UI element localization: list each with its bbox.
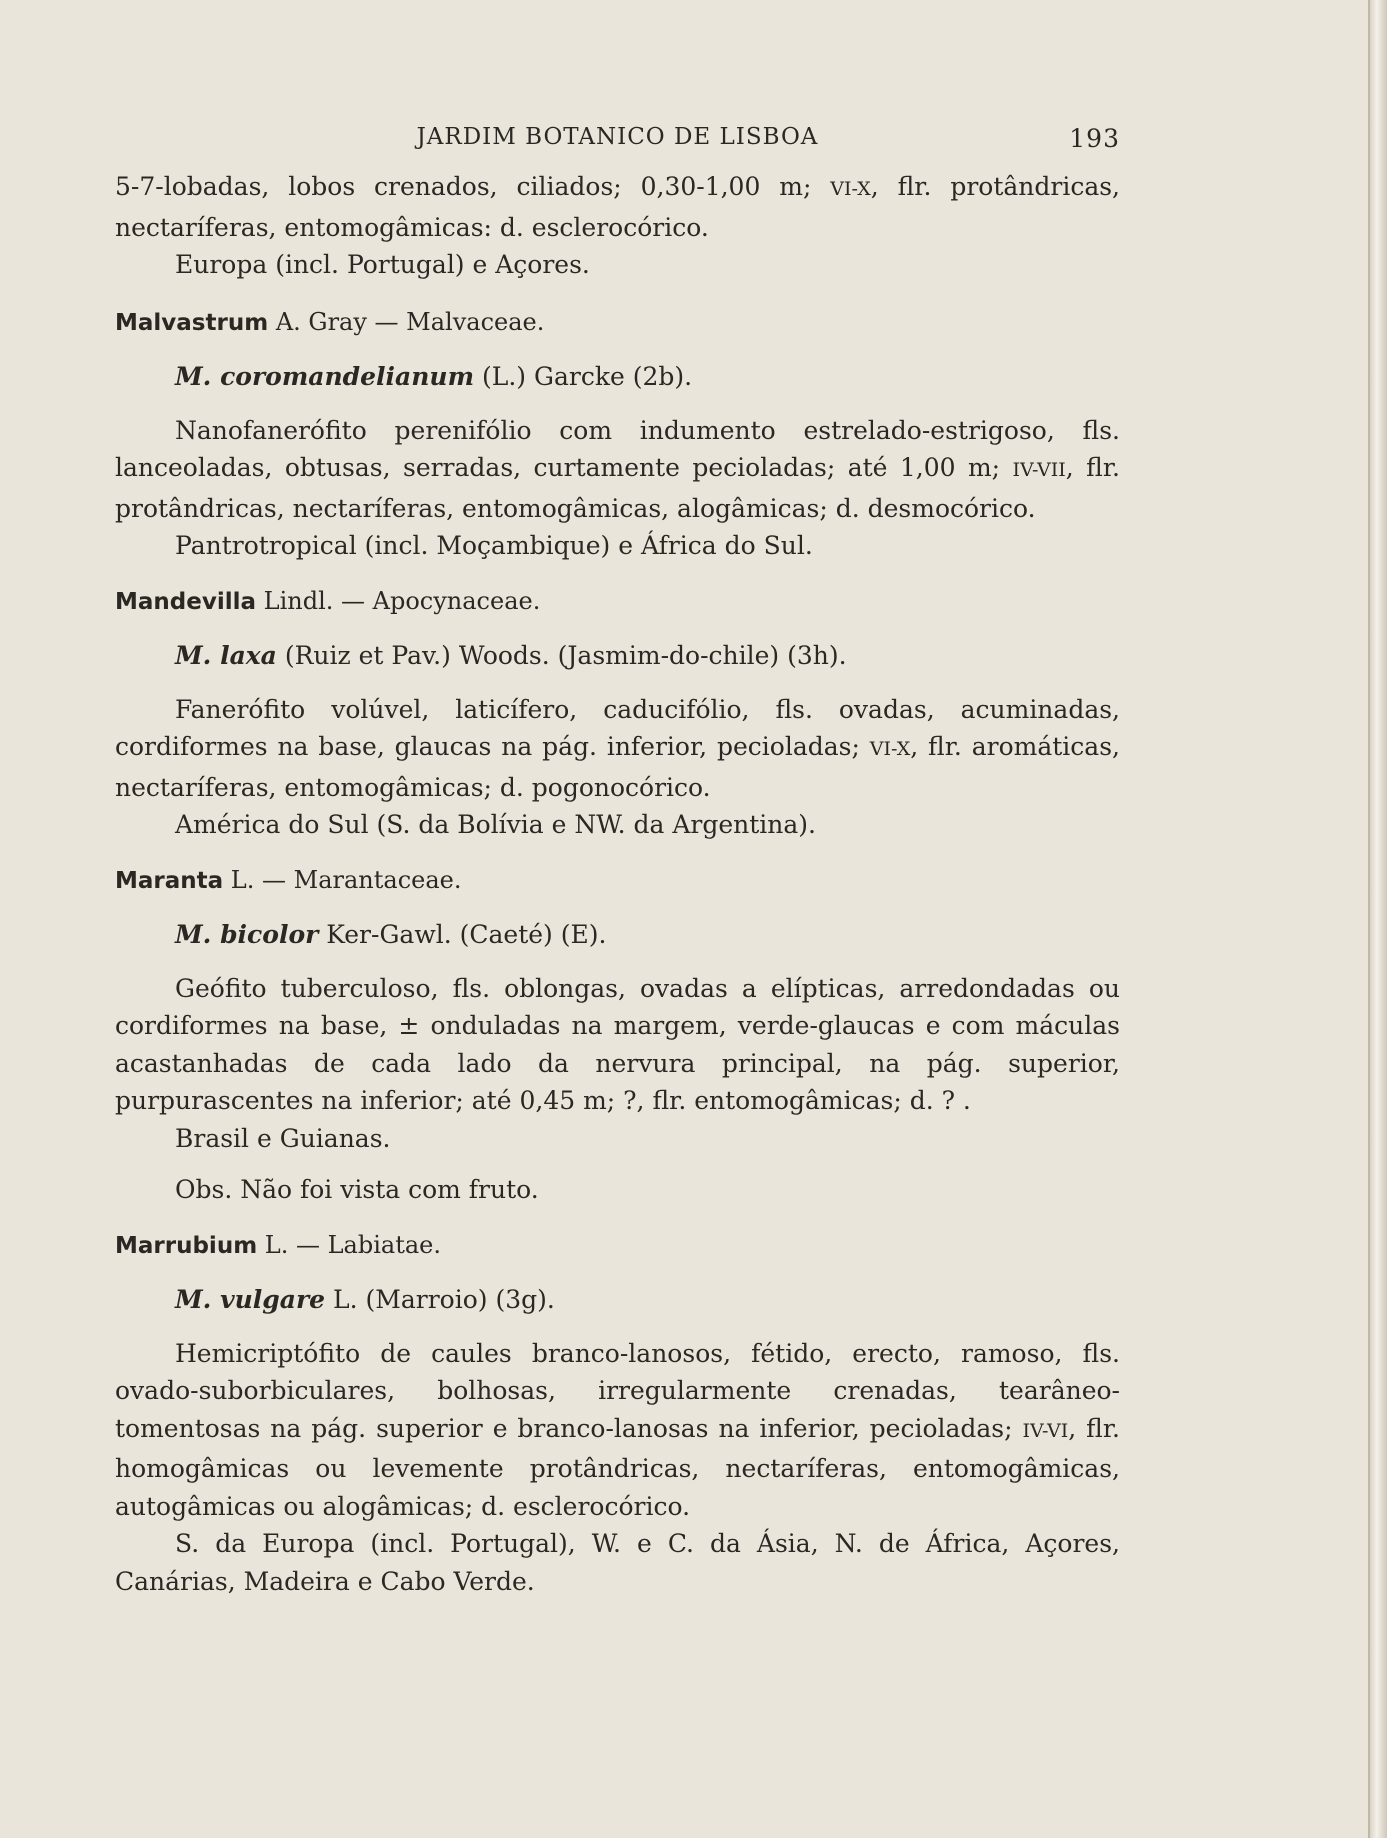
- species-heading-coromandelianum: M. coromandelianum (L.) Garcke (2b).: [175, 362, 693, 391]
- genus-heading-marrubium: Marrubium L. — Labiatae.: [115, 1230, 441, 1259]
- description-coromandelianum: Nanofanerófito perenifólio com indumento estrelado-estrigoso, fls. lanceoladas, obtusas, serradas, curtamente pecioladas; até 1,00 m; IV-VII, flr. protândricas, nectaríferas, entomogâmicas, alogâmicas; d. desmocórico.: [115, 415, 1120, 523]
- intro-description: 5-7-lobadas, lobos crenados, ciliados; 0,30-1,00 m; VI-X, flr. protândricas, nectaríferas, entomogâmicas: d. esclerocórico.: [115, 172, 1121, 242]
- distribution-bicolor: Brasil e Guianas.: [175, 1123, 391, 1153]
- genus-heading-malvastrum: Malvastrum A. Gray — Malvaceae.: [115, 307, 545, 336]
- running-head: [115, 118, 1120, 158]
- intro-distribution: Europa (incl. Portugal) e Açores.: [175, 250, 590, 279]
- species-heading-bicolor: M. bicolor Ker-Gawl. (Caeté) (E).: [175, 920, 607, 949]
- running-title: JARDIM BOTANICO DE LISBOA: [416, 124, 819, 150]
- genus-heading-mandevilla: Mandevilla Lindl. — Apocynaceae.: [115, 586, 541, 615]
- description-vulgare: Hemicriptófito de caules branco-lanosos, fétido, erecto, ramoso, fls. ovado-suborbiculares, bolhosas, irregularmente crenadas, tearâneo-tomentosas na pág. superior e branco-lanosas na inferior, pecioladas; IV-VI, flr. homogâmicas ou levemente protândricas, nectaríferas, entomogâmicas, autogâmicas ou alogâmicas; d. esclerocórico.: [115, 1338, 1120, 1521]
- observation-bicolor: Obs. Não foi vista com fruto.: [175, 1175, 539, 1204]
- distribution-laxa: América do Sul (S. da Bolívia e NW. da Argentina).: [175, 810, 816, 839]
- page-number: 193: [1069, 124, 1120, 153]
- distribution-vulgare: S. da Europa (incl. Portugal), W. e C. da Ásia, N. de África, Açores, Canárias, Madeira e Cabo Verde.: [115, 1529, 1120, 1596]
- description-laxa: Fanerófito volúvel, laticífero, caducifólio, fls. ovadas, acuminadas, cordiformes na base, glaucas na pág. inferior, pecioladas; VI-X, flr. aromáticas, nectaríferas, entomogâmicas; d. pogonocórico.: [115, 694, 1120, 802]
- species-heading-laxa: M. laxa (Ruiz et Pav.) Woods. (Jasmim-do-chile) (3h).: [175, 641, 847, 670]
- distribution-coromandelianum: Pantrotropical (incl. Moçambique) e África do Sul.: [175, 531, 813, 560]
- species-heading-vulgare: M. vulgare L. (Marroio) (3g).: [175, 1285, 555, 1314]
- description-bicolor: Geófito tuberculoso, fls. oblongas, ovadas a elípticas, arredondadas ou cordiformes na base, ± onduladas na margem, verde-glaucas e com máculas acastanhadas de cada lado da nervura principal, na pág. superior, purpurascentes na inferior; até 0,45 m; ?, flr. entomogâmicas; d. ? .: [115, 973, 1120, 1115]
- book-spine-edge: [1368, 0, 1387, 1838]
- page-content: [115, 118, 1120, 1600]
- genus-heading-maranta: Maranta L. — Marantaceae.: [115, 865, 462, 894]
